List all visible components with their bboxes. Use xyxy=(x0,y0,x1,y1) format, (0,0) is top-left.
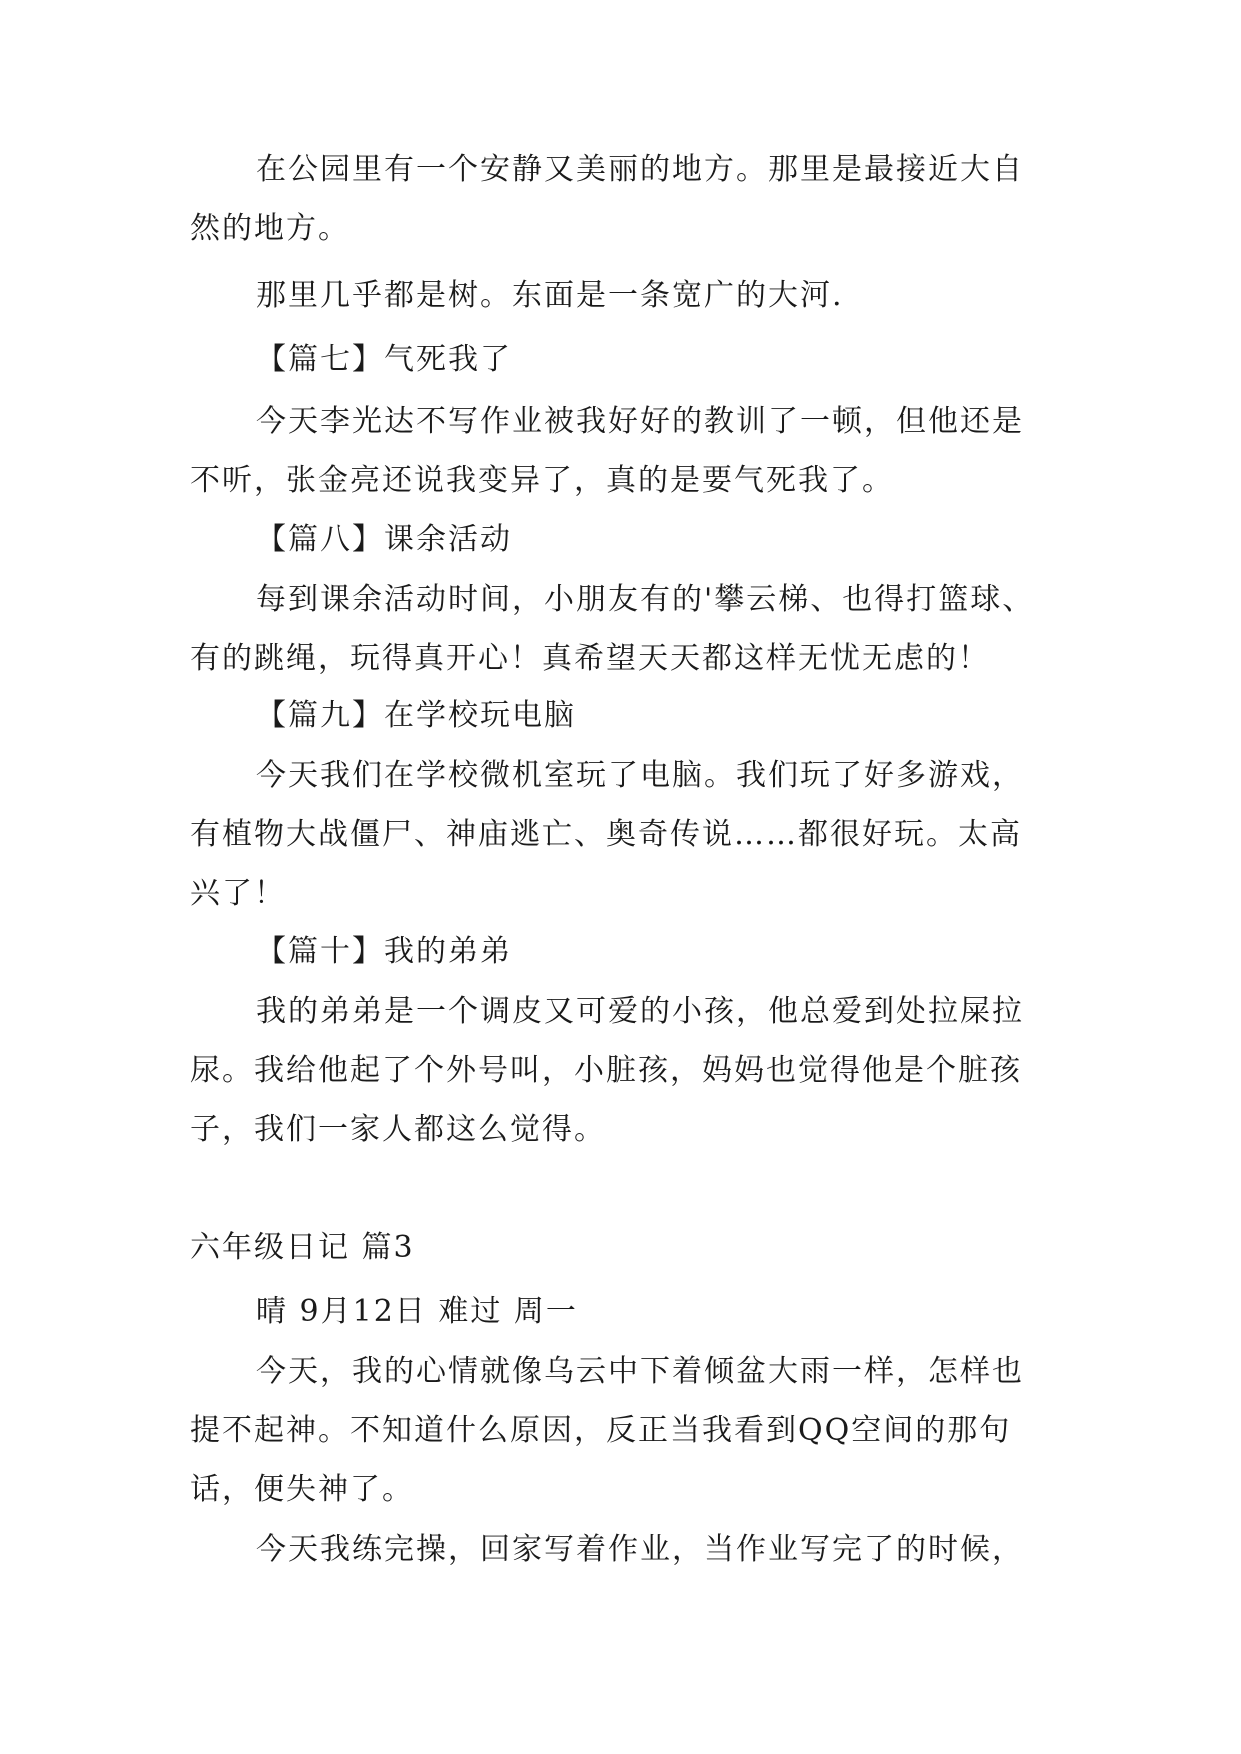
text-line: 兴了！ xyxy=(190,876,286,911)
text-line: 六年级日记 篇3 xyxy=(190,1230,415,1265)
text-line: 今天，我的心情就像乌云中下着倾盆大雨一样，怎样也 xyxy=(256,1354,1024,1389)
paragraph-homework xyxy=(190,1520,1070,1579)
heading-part-8 xyxy=(190,510,1070,569)
text-line: 不听，张金亮还说我变异了，真的是要气死我了。 xyxy=(190,463,894,498)
text-line: 尿。我给他起了个外号叫，小脏孩，妈妈也觉得他是个脏孩 xyxy=(190,1053,1022,1088)
text-line: 【篇七】气死我了 xyxy=(256,342,512,377)
section-title xyxy=(190,1218,1070,1277)
text-line: 那里几乎都是树。东面是一条宽广的大河. xyxy=(256,278,844,313)
text-line: 然的地方。 xyxy=(190,211,350,246)
text-line: 我的弟弟是一个调皮又可爱的小孩，他总爱到处拉屎拉 xyxy=(256,994,1024,1029)
paragraph-park xyxy=(190,140,1070,258)
paragraph-part-9 xyxy=(190,746,1070,923)
text-line: 在公园里有一个安静又美丽的地方。那里是最接近大自 xyxy=(256,152,1024,187)
heading-part-9 xyxy=(190,686,1070,745)
diary-date-line xyxy=(190,1282,1070,1341)
text-line: 今天李光达不写作业被我好好的教训了一顿，但他还是 xyxy=(256,404,1024,439)
paragraph-part-8 xyxy=(190,570,1070,688)
text-line: 今天我们在学校微机室玩了电脑。我们玩了好多游戏， xyxy=(256,758,1024,793)
heading-part-7 xyxy=(190,330,1070,389)
text-line: 【篇九】在学校玩电脑 xyxy=(256,698,576,733)
text-line: 有植物大战僵尸、神庙逃亡、奥奇传说……都很好玩。太高 xyxy=(190,817,1022,852)
text-line: 有的跳绳，玩得真开心！真希望天天都这样无忧无虑的！ xyxy=(190,641,990,676)
text-line: 每到课余活动时间，小朋友有的'攀云梯、也得打篮球、 xyxy=(256,582,1035,617)
text-line: 今天我练完操，回家写着作业，当作业写完了的时候， xyxy=(256,1532,1024,1567)
text-line: 子，我们一家人都这么觉得。 xyxy=(190,1112,606,1147)
text-line: 话，便失神了。 xyxy=(190,1472,414,1507)
heading-part-10 xyxy=(190,922,1070,981)
text-line: 【篇十】我的弟弟 xyxy=(256,934,512,969)
text-line: 【篇八】课余活动 xyxy=(256,522,512,557)
paragraph-trees xyxy=(190,266,1070,325)
paragraph-part-10 xyxy=(190,982,1070,1159)
text-line: 提不起神。不知道什么原因，反正当我看到QQ空间的那句 xyxy=(190,1413,1012,1448)
text-line: 晴 9月12日 难过 周一 xyxy=(256,1294,578,1329)
paragraph-mood xyxy=(190,1342,1070,1519)
paragraph-part-7 xyxy=(190,392,1070,510)
